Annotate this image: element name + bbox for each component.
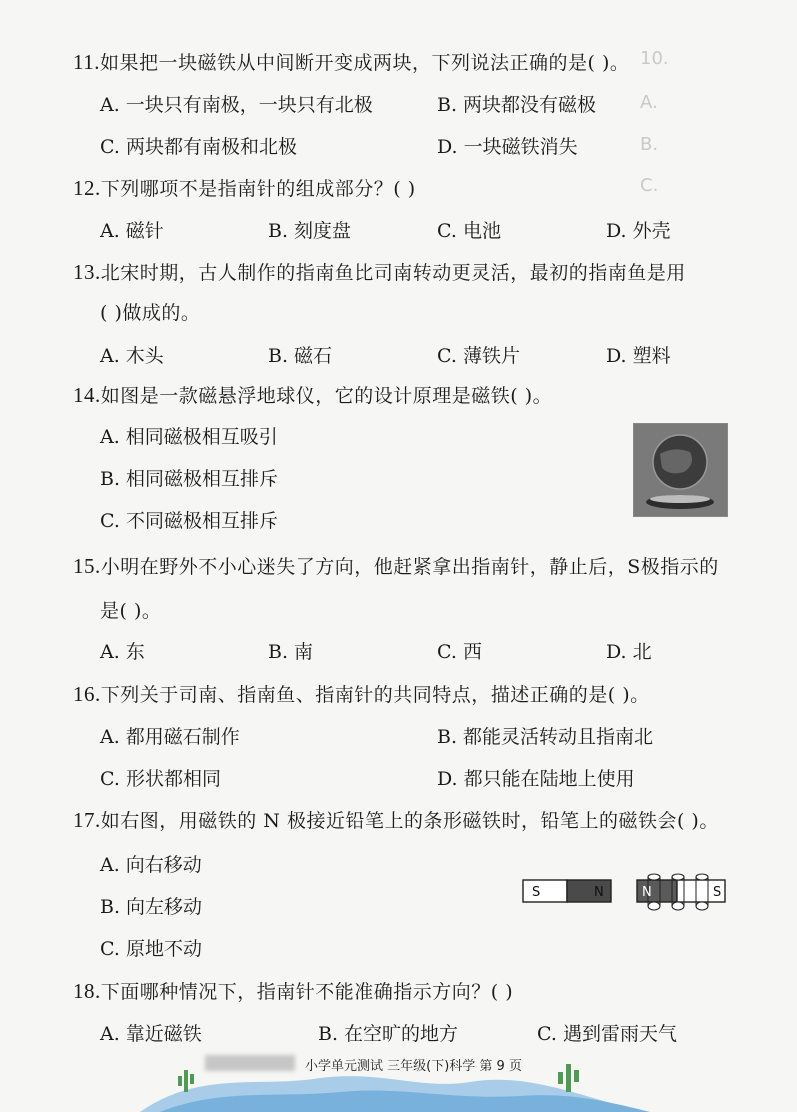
option[interactable]: B. 两块都没有磁极 (437, 94, 597, 116)
bleed-mark: 10. (640, 48, 669, 69)
question-12: 12.下列哪项不是指南针的组成部分？( ) (73, 176, 416, 200)
bleed-mark: A. (640, 92, 658, 113)
option[interactable]: A. 相同磁极相互吸引 (100, 426, 278, 448)
option[interactable]: B. 相同磁极相互排斥 (100, 468, 279, 490)
magnet-diagram (520, 872, 730, 916)
option[interactable]: C. 薄铁片 (437, 345, 520, 367)
magnet1-left-pole: S (532, 885, 541, 900)
option[interactable]: A. 向右移动 (100, 854, 202, 876)
bleed-mark: B. (640, 134, 659, 155)
option[interactable]: A. 一块只有南极，一块只有北极 (100, 94, 373, 116)
magnet2-left-pole: N (642, 885, 652, 900)
option[interactable]: C. 两块都有南极和北极 (100, 136, 297, 158)
bleed-mark: C. (640, 175, 659, 196)
option[interactable]: B. 在空旷的地方 (318, 1023, 459, 1045)
question-16: 16.下列关于司南、指南鱼、指南针的共同特点，描述正确的是( )。 (73, 682, 650, 706)
option[interactable]: B. 磁石 (268, 345, 333, 367)
question-17: 17.如右图，用磁铁的 N 极接近铅笔上的条形磁铁时，铅笔上的磁铁会( )。 (73, 808, 719, 832)
option[interactable]: C. 电池 (437, 220, 501, 242)
option[interactable]: D. 北 (606, 641, 652, 663)
option[interactable]: B. 南 (268, 641, 314, 663)
question-14: 14.如图是一款磁悬浮地球仪，它的设计原理是磁铁( )。 (73, 383, 553, 407)
question-18: 18.下面哪种情况下，指南针不能准确指示方向？( ) (73, 979, 514, 1003)
option[interactable]: B. 向左移动 (100, 896, 203, 918)
option[interactable]: C. 遇到雷雨天气 (537, 1023, 677, 1045)
option[interactable]: A. 磁针 (100, 220, 164, 242)
question-11: 11.如果把一块磁铁从中间断开变成两块，下列说法正确的是( )。 (73, 50, 630, 74)
magnet1-right-pole: N (594, 885, 604, 900)
option[interactable]: A. 木头 (100, 345, 164, 367)
option[interactable]: A. 都用磁石制作 (100, 726, 240, 748)
footer-landscape (0, 1040, 797, 1112)
magnet2-right-pole: S (713, 885, 722, 900)
question-15: 15.小明在野外不小心迷失了方向，他赶紧拿出指南针，静止后，S极指示的 (73, 554, 719, 578)
option[interactable]: D. 塑料 (606, 345, 671, 367)
option[interactable]: C. 不同磁极相互排斥 (100, 510, 278, 532)
option[interactable]: D. 一块磁铁消失 (437, 136, 578, 158)
option[interactable]: C. 原地不动 (100, 938, 202, 960)
question-13-continued: ( )做成的。 (100, 302, 201, 324)
option[interactable]: B. 都能灵活转动且指南北 (437, 726, 654, 748)
option[interactable]: D. 外壳 (606, 220, 671, 242)
option[interactable]: C. 形状都相同 (100, 768, 221, 790)
option[interactable]: C. 西 (437, 641, 482, 663)
redacted-text (205, 1055, 295, 1071)
option[interactable]: D. 都只能在陆地上使用 (437, 768, 635, 790)
question-15-continued: 是( )。 (100, 600, 162, 622)
question-13: 13.北宋时期，古人制作的指南鱼比司南转动更灵活，最初的指南鱼是用 (73, 260, 686, 284)
option[interactable]: B. 刻度盘 (268, 220, 352, 242)
maglev-globe-photo (633, 423, 728, 517)
option[interactable]: A. 靠近磁铁 (100, 1023, 202, 1045)
page-footer: 小学单元测试 三年级(下)科学 第 9 页 (305, 1059, 522, 1074)
option[interactable]: A. 东 (100, 641, 145, 663)
